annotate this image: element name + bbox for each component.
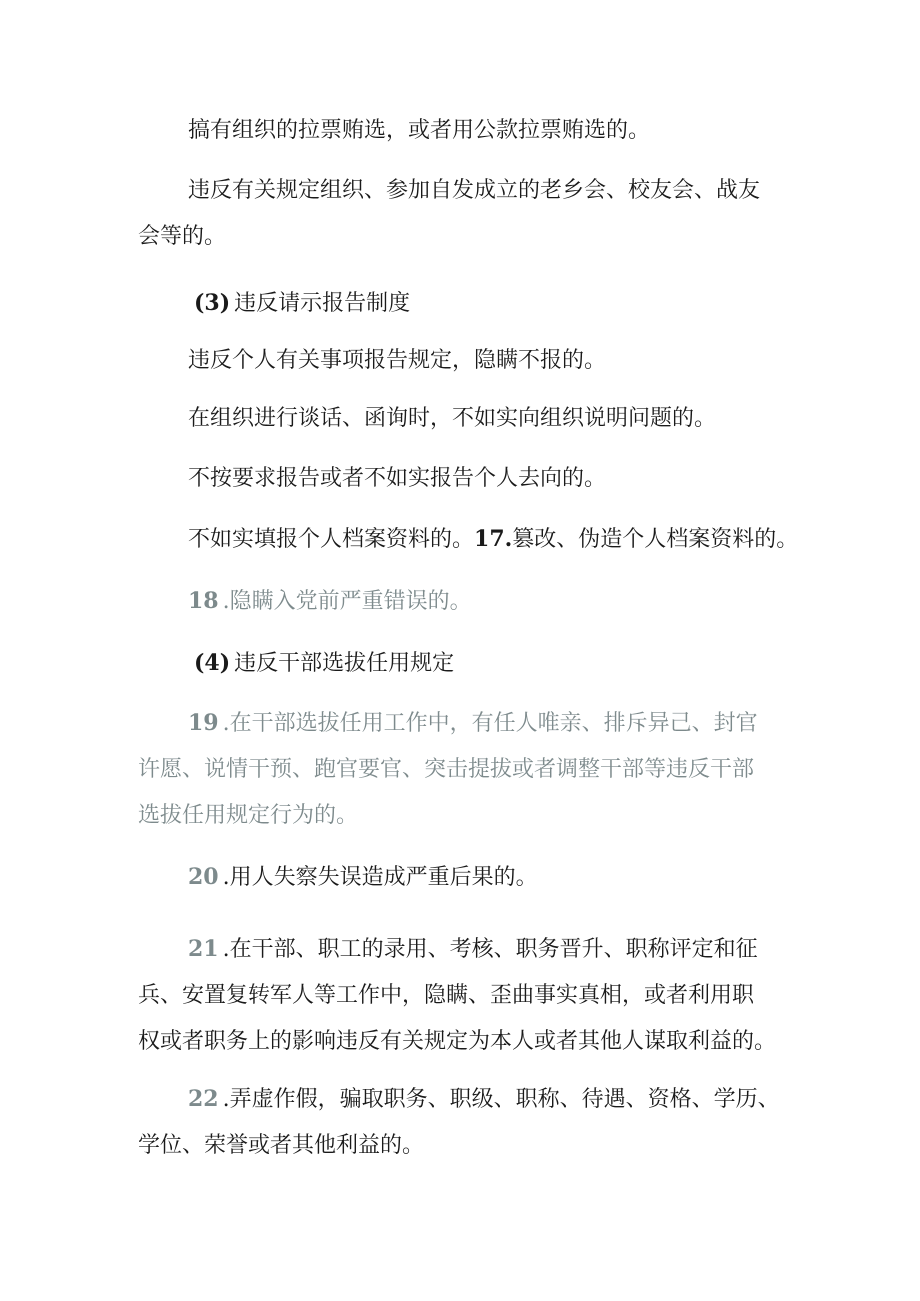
paragraph-vote-buying	[138, 108, 818, 154]
paragraph-item-19	[138, 700, 818, 839]
paragraph-line: 会等的。	[138, 224, 227, 249]
paragraph-text: 违反个人有关事项报告规定，隐瞒不报的。	[188, 348, 607, 373]
paragraph-personal-matters	[138, 338, 818, 384]
paragraph-text: 篡改、伪造个人档案资料的。	[512, 527, 799, 552]
paragraph-line: 兵、安置复转军人等工作中，隐瞒、歪曲事实真相，或者利用职	[138, 983, 755, 1008]
paragraph-text: .用人失察失误造成严重后果的。	[222, 865, 538, 890]
paragraph-line: .在干部选拔任用工作中，有任人唯亲、排斥异己、封官	[222, 711, 758, 736]
paragraph-hometown-association	[138, 168, 818, 260]
item-number: 20	[188, 864, 219, 890]
paragraph-item-21	[138, 926, 818, 1065]
paragraph-item-18	[138, 578, 818, 625]
paragraph-line: 许愿、说情干预、跑官要官、突击提拔或者调整干部等违反干部	[138, 757, 755, 782]
item-number: 19	[188, 710, 219, 736]
paragraph-item-20	[138, 854, 818, 901]
paragraph-text: 搞有组织的拉票贿选，或者用公款拉票贿选的。	[188, 118, 651, 143]
paragraph-whereabouts	[138, 456, 818, 502]
paragraph-line: 权或者职务上的影响违反有关规定为本人或者其他人谋取利益的。	[138, 1029, 777, 1054]
item-number: 22	[188, 1086, 219, 1112]
section-number: (4)	[194, 650, 231, 676]
item-number: 21	[188, 936, 219, 962]
paragraph-text: 不如实填报个人档案资料的。	[188, 527, 475, 552]
section-heading-3	[194, 280, 874, 327]
paragraph-item-22	[138, 1076, 838, 1169]
paragraph-line: 学位、荣誉或者其他利益的。	[138, 1133, 425, 1158]
paragraph-line: .在干部、职工的录用、考核、职务晋升、职称评定和征	[222, 937, 758, 962]
paragraph-text: .隐瞒入党前严重错误的。	[222, 589, 472, 614]
paragraph-line: 选拔任用规定行为的。	[138, 803, 359, 828]
section-title: 违反干部选拔任用规定	[234, 651, 455, 676]
section-number: (3)	[194, 290, 231, 316]
paragraph-conversation-inquiry	[138, 396, 818, 442]
item-number: 18	[188, 588, 219, 614]
paragraph-text: 在组织进行谈话、函询时，不如实向组织说明问题的。	[188, 406, 717, 431]
paragraph-text: 不按要求报告或者不如实报告个人去向的。	[188, 466, 607, 491]
section-title: 违反请示报告制度	[234, 291, 411, 316]
paragraph-line: 违反有关规定组织、参加自发成立的老乡会、校友会、战友	[188, 178, 761, 203]
section-heading-4	[194, 640, 874, 687]
paragraph-line: .弄虚作假，骗取职务、职级、职称、待遇、资格、学历、	[222, 1087, 780, 1112]
paragraph-archive-materials	[138, 516, 838, 563]
item-number: 17.	[474, 526, 513, 552]
